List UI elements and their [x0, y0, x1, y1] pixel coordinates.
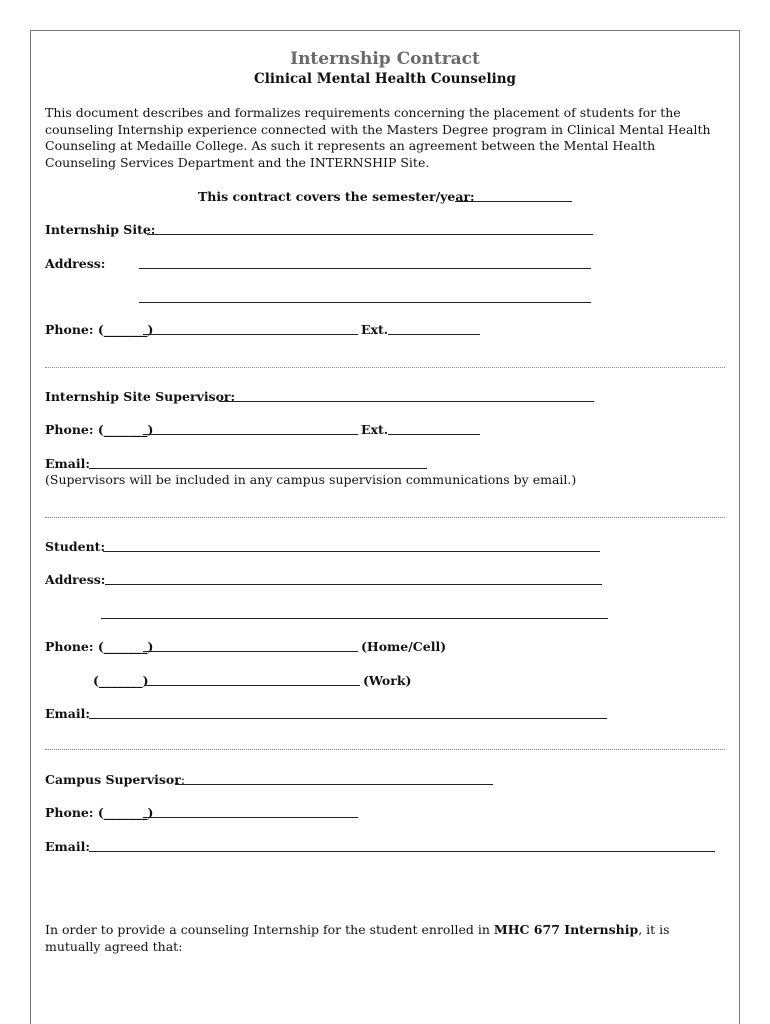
home-cell-label: (Home/Cell)	[361, 639, 447, 654]
internship-site-field[interactable]	[147, 234, 593, 235]
supervisor-ext-label: Ext.	[361, 422, 389, 437]
separator-1	[45, 367, 725, 368]
supervisor-phone-field[interactable]	[143, 434, 358, 435]
site-address-field-2[interactable]	[139, 302, 591, 303]
student-label: Student:	[45, 539, 106, 554]
student-address-field-1[interactable]	[105, 584, 602, 585]
campus-email-field[interactable]	[89, 851, 715, 852]
closing-pre: In order to provide a counseling Internship for the student enrolled in	[45, 922, 494, 937]
site-phone-label: Phone: (_______)	[45, 322, 154, 337]
student-email-label: Email:	[45, 706, 90, 721]
site-ext-field[interactable]	[388, 334, 480, 335]
supervisor-email-field[interactable]	[89, 468, 427, 469]
separator-3	[45, 749, 725, 750]
student-phone-home-field[interactable]	[143, 651, 358, 652]
semester-field[interactable]	[455, 201, 572, 202]
campus-supervisor-colon: :	[180, 772, 186, 787]
student-address-field-2[interactable]	[101, 618, 608, 619]
page-border	[30, 30, 740, 1024]
intro-paragraph: This document describes and formalizes requirements concerning the placement of students for the counseling Internship experience connected with the Masters Degree program in Clinical Mental Health Counseling at Medaille College. As such it represents an agreement between the Mental Health Counseling Services Department and the INTERNSHIP Site.	[45, 105, 711, 170]
campus-email-label: Email:	[45, 839, 90, 854]
document-subtitle: Clinical Mental Health Counseling	[254, 71, 516, 87]
closing-paragraph	[45, 922, 721, 955]
separator-2	[45, 517, 725, 518]
student-address-label: Address:	[45, 572, 106, 587]
site-address-label: Address:	[45, 256, 106, 271]
campus-supervisor-field[interactable]	[175, 784, 493, 785]
campus-supervisor-label: Campus Supervisor	[45, 772, 181, 787]
supervisor-ext-field[interactable]	[388, 434, 480, 435]
campus-phone-label: Phone: (_______)	[45, 805, 154, 820]
supervisor-note: (Supervisors will be included in any campus supervision communications by email.)	[45, 472, 577, 487]
student-phone-label: Phone: (_______)	[45, 639, 154, 654]
site-address-field-1[interactable]	[139, 268, 591, 269]
campus-phone-field[interactable]	[143, 817, 358, 818]
work-label: (Work)	[363, 673, 412, 688]
student-phone-work-field[interactable]	[145, 685, 360, 686]
closing-post: , it is mutually agreed that:	[45, 922, 670, 954]
site-ext-label: Ext.	[361, 322, 389, 337]
site-supervisor-label: Internship Site Supervisor:	[45, 389, 236, 404]
site-phone-field[interactable]	[143, 334, 358, 335]
course-name: MHC 677 Internship	[493, 922, 639, 937]
student-field[interactable]	[103, 551, 600, 552]
supervisor-email-label: Email:	[45, 456, 90, 471]
semester-label: This contract covers the semester/year:	[198, 189, 475, 204]
site-supervisor-field[interactable]	[219, 401, 594, 402]
student-email-field[interactable]	[89, 718, 607, 719]
campus-supervisor-label-group	[45, 772, 185, 788]
internship-site-label: Internship Site:	[45, 222, 156, 237]
supervisor-phone-label: Phone: (_______)	[45, 422, 154, 437]
student-phone2-label: (_______)	[93, 673, 149, 688]
document-title: Internship Contract	[290, 49, 480, 69]
